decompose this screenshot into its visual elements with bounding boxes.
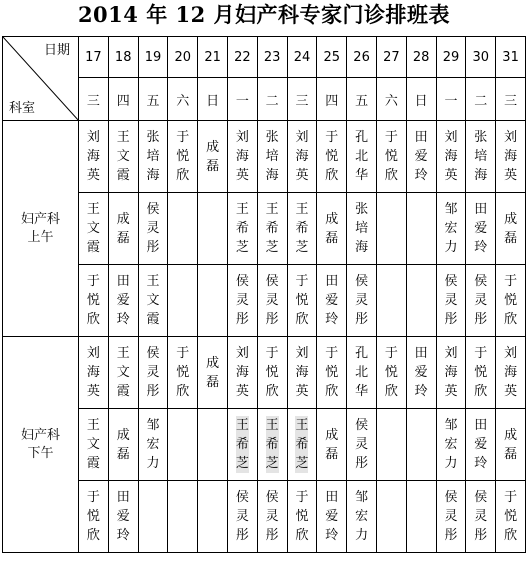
day-number: 17 (79, 37, 109, 78)
doctor-name: 王 希 芝 (265, 418, 279, 471)
doctor-name: 田 爱 玲 (474, 418, 488, 471)
weekday: 三 (79, 78, 109, 121)
schedule-body (3, 37, 526, 553)
doctor-cell (138, 265, 168, 337)
weekday: 一 (436, 78, 466, 121)
doctor-cell (406, 121, 436, 193)
weekday: 四 (317, 78, 347, 121)
doctor-name: 成 磊 (116, 427, 130, 462)
department-name: 妇产科 (20, 211, 60, 227)
day-number: 19 (138, 37, 168, 78)
doctor-name: 王 希 芝 (235, 418, 249, 471)
day-number: 27 (376, 37, 406, 78)
doctor-cell (168, 121, 198, 193)
doctor-name: 于 悦 欣 (176, 346, 190, 399)
doctor-name: 侯 灵 彤 (444, 274, 458, 327)
doctor-cell (436, 193, 466, 265)
doctor-cell (79, 265, 109, 337)
doctor-cell (347, 337, 377, 409)
doctor-cell (287, 121, 317, 193)
doctor-name: 王 文 霞 (116, 346, 130, 399)
doctor-cell (376, 481, 406, 553)
doctor-cell (496, 481, 526, 553)
doctor-cell (287, 193, 317, 265)
doctor-name: 刘 海 英 (295, 346, 309, 399)
doctor-cell (376, 409, 406, 481)
day-number: 25 (317, 37, 347, 78)
doctor-cell (406, 409, 436, 481)
doctor-name: 成 磊 (325, 427, 339, 462)
doctor-cell (287, 265, 317, 337)
day-number: 24 (287, 37, 317, 78)
doctor-cell (496, 121, 526, 193)
doctor-name: 侯 灵 彤 (355, 418, 369, 471)
doctor-cell (496, 409, 526, 481)
weekday: 六 (376, 78, 406, 121)
doctor-cell (257, 481, 287, 553)
doctor-name: 田 爱 玲 (325, 274, 339, 327)
doctor-name: 孔 北 华 (355, 130, 369, 183)
doctor-cell (347, 409, 377, 481)
doctor-name: 侯 灵 彤 (355, 274, 369, 327)
doctor-name: 于 悦 欣 (504, 274, 518, 327)
doctor-name: 于 悦 欣 (295, 490, 309, 543)
doctor-cell (168, 481, 198, 553)
doctor-name: 成 磊 (206, 139, 220, 174)
doctor-name: 侯 灵 彤 (235, 274, 249, 327)
doctor-cell (168, 193, 198, 265)
doctor-cell (257, 193, 287, 265)
doctor-name: 成 磊 (116, 211, 130, 246)
doctor-cell (436, 481, 466, 553)
doctor-cell (79, 337, 109, 409)
doctor-cell (496, 337, 526, 409)
doctor-cell (108, 265, 138, 337)
doctor-name: 田 爱 玲 (116, 490, 130, 543)
doctor-cell (138, 409, 168, 481)
doctor-name: 刘 海 英 (444, 130, 458, 183)
weekday: 三 (496, 78, 526, 121)
doctor-name: 刘 海 英 (86, 346, 100, 399)
doctor-cell (108, 337, 138, 409)
doctor-name: 侯 灵 彤 (235, 490, 249, 543)
doctor-cell (138, 193, 168, 265)
doctor-cell (257, 337, 287, 409)
doctor-name: 于 悦 欣 (295, 274, 309, 327)
doctor-cell (198, 409, 228, 481)
doctor-cell (347, 193, 377, 265)
doctor-cell (287, 337, 317, 409)
doctor-cell (198, 481, 228, 553)
doctor-cell (227, 265, 257, 337)
shift-row (3, 337, 526, 409)
doctor-cell (466, 193, 496, 265)
doctor-name: 侯 灵 彤 (146, 202, 160, 255)
doctor-cell (198, 337, 228, 409)
department-cell (3, 121, 79, 337)
schedule-table (2, 36, 526, 553)
doctor-cell (317, 265, 347, 337)
weekday: 四 (108, 78, 138, 121)
doctor-cell (79, 193, 109, 265)
doctor-cell (227, 409, 257, 481)
department-name: 妇产科 (20, 427, 60, 443)
doctor-name: 刘 海 英 (504, 130, 518, 183)
day-number: 28 (406, 37, 436, 78)
doctor-cell (376, 337, 406, 409)
doctor-name: 于 悦 欣 (474, 346, 488, 399)
doctor-cell (376, 121, 406, 193)
day-number: 29 (436, 37, 466, 78)
day-number: 22 (227, 37, 257, 78)
doctor-cell (227, 337, 257, 409)
doctor-name: 侯 灵 彤 (146, 346, 160, 399)
doctor-name: 田 爱 玲 (414, 130, 428, 183)
doctor-name: 于 悦 欣 (86, 274, 100, 327)
weekday: 三 (287, 78, 317, 121)
doctor-cell (466, 337, 496, 409)
doctor-name: 王 希 芝 (295, 202, 309, 255)
doctor-name: 刘 海 英 (235, 346, 249, 399)
doctor-cell (198, 121, 228, 193)
doctor-cell (227, 481, 257, 553)
doctor-name: 田 爱 玲 (116, 274, 130, 327)
doctor-name: 成 磊 (504, 211, 518, 246)
doctor-cell (406, 337, 436, 409)
doctor-name: 邹 宏 力 (444, 418, 458, 471)
doctor-name: 侯 灵 彤 (474, 490, 488, 543)
doctor-cell (79, 481, 109, 553)
doctor-name: 王 希 芝 (235, 202, 249, 255)
doctor-name: 侯 灵 彤 (474, 274, 488, 327)
day-number: 21 (198, 37, 228, 78)
weekday: 一 (227, 78, 257, 121)
doctor-name: 刘 海 英 (444, 346, 458, 399)
doctor-cell (227, 193, 257, 265)
doctor-name: 田 爱 玲 (474, 202, 488, 255)
doctor-name: 于 悦 欣 (176, 130, 190, 183)
shift-row (3, 409, 526, 481)
weekday: 六 (168, 78, 198, 121)
doctor-cell (496, 265, 526, 337)
day-number: 26 (347, 37, 377, 78)
doctor-cell (436, 265, 466, 337)
day-number: 20 (168, 37, 198, 78)
doctor-cell (496, 193, 526, 265)
doctor-name: 邹 宏 力 (355, 490, 369, 543)
doctor-name: 成 磊 (504, 427, 518, 462)
department-cell (3, 337, 79, 553)
dept-label: 科室 (9, 101, 36, 116)
doctor-name: 田 爱 玲 (325, 490, 339, 543)
doctor-name: 王 文 霞 (86, 202, 100, 255)
doctor-name: 张 培 海 (474, 130, 488, 183)
doctor-name: 侯 灵 彤 (265, 274, 279, 327)
weekday: 二 (466, 78, 496, 121)
day-number: 18 (108, 37, 138, 78)
day-number: 30 (466, 37, 496, 78)
shift-row (3, 265, 526, 337)
doctor-cell (108, 193, 138, 265)
doctor-cell (79, 121, 109, 193)
doctor-cell (317, 193, 347, 265)
doctor-cell (317, 481, 347, 553)
doctor-cell (317, 337, 347, 409)
doctor-cell (257, 121, 287, 193)
doctor-name: 王 文 霞 (116, 130, 130, 183)
doctor-name: 于 悦 欣 (86, 490, 100, 543)
doctor-name: 于 悦 欣 (504, 490, 518, 543)
doctor-cell (466, 121, 496, 193)
doctor-name: 于 悦 欣 (265, 346, 279, 399)
doctor-cell (406, 193, 436, 265)
doctor-cell (198, 265, 228, 337)
doctor-name: 刘 海 英 (504, 346, 518, 399)
doctor-name: 成 磊 (325, 211, 339, 246)
doctor-name: 王 希 芝 (265, 202, 279, 255)
doctor-name: 王 文 霞 (146, 274, 160, 327)
doctor-cell (466, 409, 496, 481)
doctor-name: 刘 海 英 (235, 130, 249, 183)
doctor-cell (347, 265, 377, 337)
doctor-cell (466, 265, 496, 337)
doctor-cell (287, 409, 317, 481)
doctor-name: 侯 灵 彤 (265, 490, 279, 543)
header-row-days (3, 37, 526, 78)
doctor-cell (347, 121, 377, 193)
doctor-cell (108, 121, 138, 193)
doctor-name: 张 培 海 (146, 130, 160, 183)
doctor-cell (436, 409, 466, 481)
corner-cell (3, 37, 79, 121)
doctor-cell (168, 265, 198, 337)
doctor-cell (138, 121, 168, 193)
doctor-cell (436, 121, 466, 193)
doctor-name: 刘 海 英 (86, 130, 100, 183)
weekday: 二 (257, 78, 287, 121)
doctor-cell (257, 409, 287, 481)
doctor-cell (108, 481, 138, 553)
doctor-cell (376, 265, 406, 337)
doctor-name: 刘 海 英 (295, 130, 309, 183)
doctor-name: 邹 宏 力 (444, 202, 458, 255)
day-number: 23 (257, 37, 287, 78)
day-number: 31 (496, 37, 526, 78)
shift-row (3, 121, 526, 193)
weekday: 日 (406, 78, 436, 121)
date-label: 日期 (43, 43, 70, 58)
doctor-name: 于 悦 欣 (325, 130, 339, 183)
weekday: 五 (138, 78, 168, 121)
doctor-cell (317, 409, 347, 481)
page-title: 2014 年 12 月妇产科专家门诊排班表 (77, 2, 451, 27)
header-row-weekdays (3, 78, 526, 121)
shift-row (3, 481, 526, 553)
doctor-name: 孔 北 华 (355, 346, 369, 399)
doctor-cell (138, 481, 168, 553)
doctor-name: 张 培 海 (265, 130, 279, 183)
doctor-cell (257, 265, 287, 337)
doctor-cell (168, 409, 198, 481)
doctor-name: 成 磊 (206, 355, 220, 390)
doctor-name: 侯 灵 彤 (444, 490, 458, 543)
doctor-name: 张 培 海 (355, 202, 369, 255)
doctor-name: 于 悦 欣 (384, 346, 398, 399)
doctor-cell (317, 121, 347, 193)
doctor-cell (287, 481, 317, 553)
doctor-cell (406, 265, 436, 337)
doctor-cell (79, 409, 109, 481)
doctor-cell (198, 193, 228, 265)
doctor-name: 王 文 霞 (86, 418, 100, 471)
doctor-cell (466, 481, 496, 553)
doctor-name: 田 爱 玲 (414, 346, 428, 399)
doctor-cell (347, 481, 377, 553)
shift-row (3, 193, 526, 265)
doctor-cell (227, 121, 257, 193)
doctor-name: 邹 宏 力 (146, 418, 160, 471)
doctor-cell (108, 409, 138, 481)
doctor-cell (138, 337, 168, 409)
doctor-cell (168, 337, 198, 409)
session-name: 下午 (27, 445, 54, 461)
doctor-name: 于 悦 欣 (384, 130, 398, 183)
doctor-name: 于 悦 欣 (325, 346, 339, 399)
session-name: 上午 (27, 229, 54, 245)
doctor-cell (436, 337, 466, 409)
doctor-cell (376, 193, 406, 265)
doctor-name: 王 希 芝 (295, 418, 309, 471)
weekday: 日 (198, 78, 228, 121)
doctor-cell (406, 481, 436, 553)
weekday: 五 (347, 78, 377, 121)
